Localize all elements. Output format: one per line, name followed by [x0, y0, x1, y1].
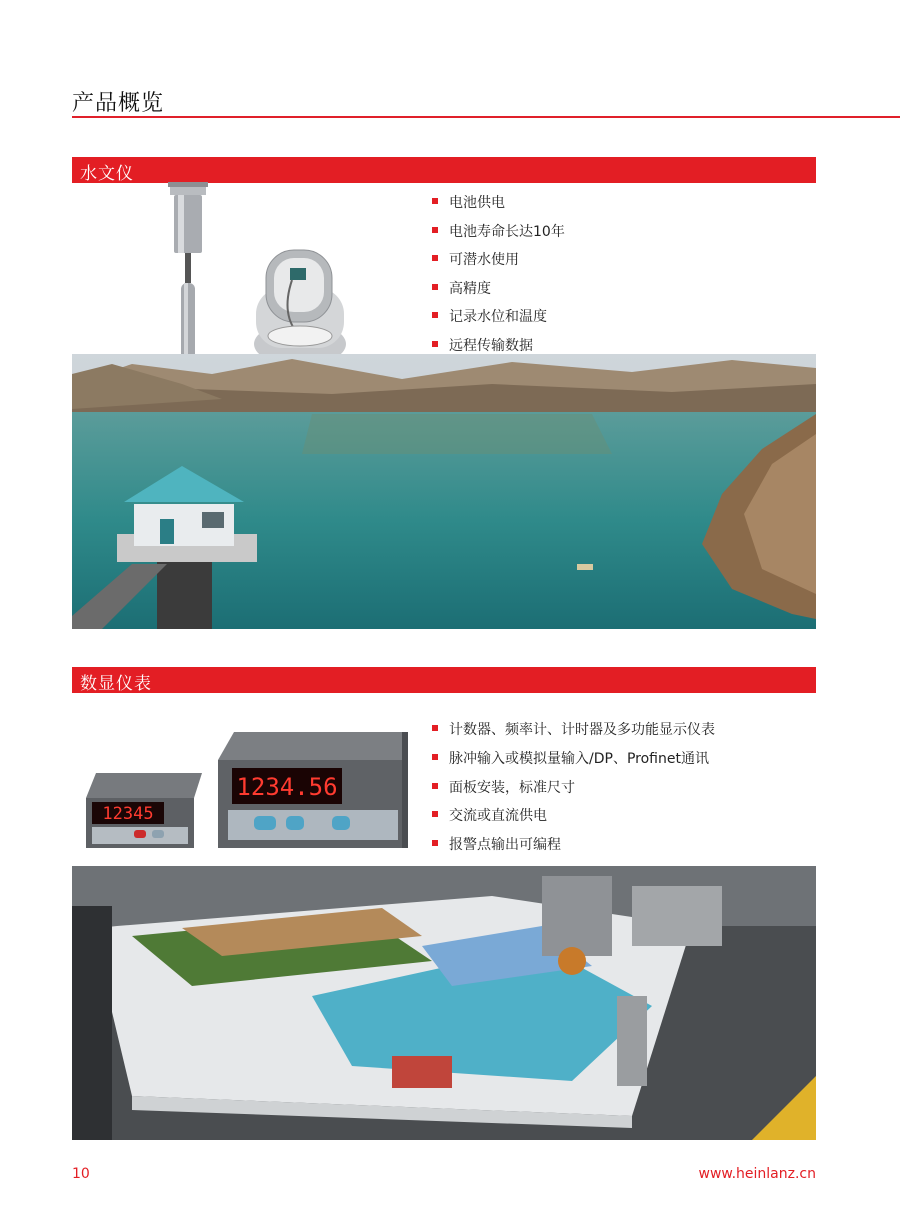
feature-item: 高精度	[432, 278, 565, 307]
printing-press-photo	[72, 866, 816, 1140]
display-meters-image	[84, 728, 414, 850]
feature-item: 电池寿命长达10年	[432, 221, 565, 250]
display-meter-feature-list	[432, 719, 715, 863]
reservoir-photo	[72, 354, 816, 629]
page-title: 产品概览	[72, 91, 165, 116]
title-rule	[72, 116, 900, 118]
feature-item: 电池供电	[432, 192, 565, 221]
feature-item: 计数器、频率计、计时器及多功能显示仪表	[432, 719, 715, 748]
feature-item: 脉冲输入或模拟量输入/DP、Profinet通讯	[432, 748, 715, 777]
feature-item: 报警点输出可编程	[432, 834, 715, 863]
large-readout: 1234.56	[236, 773, 338, 801]
feature-item: 交流或直流供电	[432, 805, 715, 834]
hydrology-feature-list	[432, 192, 565, 363]
page-number: 10	[72, 1166, 90, 1182]
feature-item: 可潜水使用	[432, 249, 565, 278]
small-readout: 12345	[102, 804, 154, 824]
feature-item: 面板安装，标准尺寸	[432, 777, 715, 806]
data-logger-image	[254, 250, 346, 366]
large-display-meter	[218, 732, 408, 848]
small-display-meter	[86, 773, 202, 848]
section-heading: 数显仪表	[80, 674, 152, 694]
section-heading: 水文仪	[80, 164, 134, 184]
section-bar-display-meters	[72, 667, 816, 693]
feature-item: 记录水位和温度	[432, 306, 565, 335]
website-link[interactable]: www.heinlanz.cn	[698, 1166, 816, 1182]
feature-item: 远程传输数据	[432, 335, 565, 364]
